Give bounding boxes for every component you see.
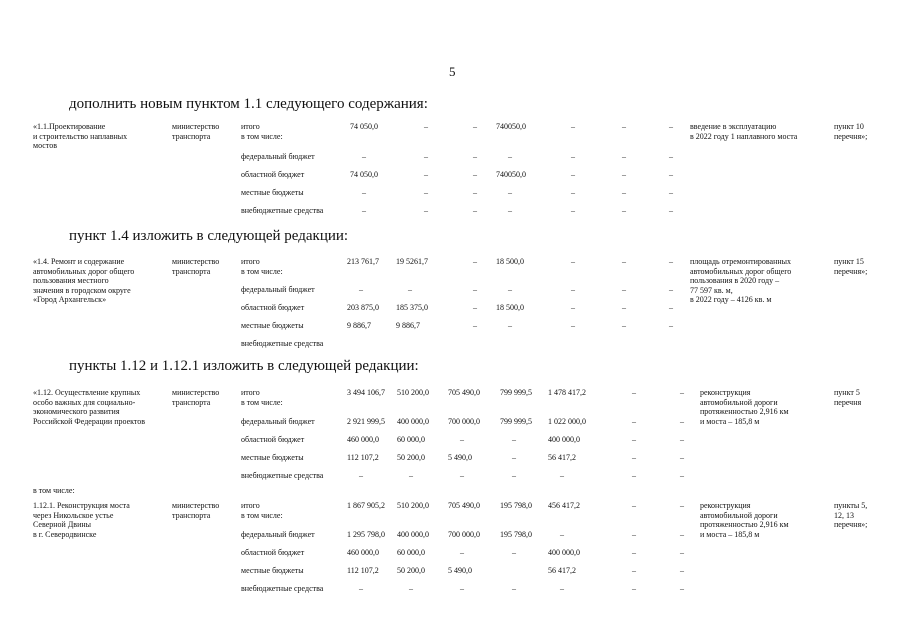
funding-source-extra: внебюджетные средства xyxy=(241,584,324,593)
subitems-label: в том числе: xyxy=(33,486,75,495)
amount-cell: – xyxy=(508,152,512,161)
amount-cell: – xyxy=(508,206,512,215)
amount-cell: – xyxy=(632,453,636,462)
amount-cell: 700 000,0 xyxy=(448,530,480,539)
amount-cell: – xyxy=(512,548,516,557)
funding-source-total: итого в том числе: xyxy=(241,501,283,520)
amount-cell: – xyxy=(669,303,673,312)
amount-cell: – xyxy=(473,188,477,197)
amount-cell: 700 000,0 xyxy=(448,417,480,426)
amount-cell: 18 500,0 xyxy=(496,303,524,312)
amount-cell: – xyxy=(632,388,636,397)
amount-cell: – xyxy=(571,206,575,215)
funding-source-federal: федеральный бюджет xyxy=(241,417,315,426)
amount-cell: – xyxy=(560,530,564,539)
amount-cell: 50 200,0 xyxy=(397,453,425,462)
amount-cell: – xyxy=(622,188,626,197)
amount-cell: 1 478 417,2 xyxy=(548,388,586,397)
list-reference: пункт 10 перечня»; xyxy=(834,122,868,141)
expected-result: реконструкция автомобильной дороги протяженностью 2,916 км и моста – 185,8 м xyxy=(700,388,789,426)
amount-cell: – xyxy=(409,471,413,480)
amount-cell: – xyxy=(680,471,684,480)
funding-source-regional: областной бюджет xyxy=(241,170,305,179)
amount-cell: – xyxy=(560,471,564,480)
amount-cell: – xyxy=(669,321,673,330)
amount-cell: – xyxy=(424,170,428,179)
amount-cell: – xyxy=(512,435,516,444)
amount-cell: – xyxy=(473,321,477,330)
amount-cell: – xyxy=(362,188,366,197)
expected-result: площадь отремонтированных автомобильных дорог общего пользования в 2020 году – 77 597 кв. м, в 2022 году – 4126 кв. м xyxy=(690,257,792,304)
amount-cell: 56 417,2 xyxy=(548,453,576,462)
amount-cell: 510 200,0 xyxy=(397,501,429,510)
amount-cell: – xyxy=(632,471,636,480)
amount-cell: – xyxy=(680,417,684,426)
funding-source-regional: областной бюджет xyxy=(241,548,305,557)
list-reference: пункты 5, 12, 13 перечня»; xyxy=(834,501,868,529)
amount-cell: – xyxy=(473,285,477,294)
amount-cell: – xyxy=(680,530,684,539)
amount-cell: 400 000,0 xyxy=(397,530,429,539)
amount-cell: – xyxy=(669,152,673,161)
amount-cell: 213 761,7 xyxy=(347,257,379,266)
funding-source-local: местные бюджеты xyxy=(241,321,304,330)
amount-cell: – xyxy=(622,122,626,131)
section-heading: пункт 1.4 изложить в следующей редакции: xyxy=(69,228,349,244)
amount-cell: – xyxy=(669,170,673,179)
amount-cell: – xyxy=(424,188,428,197)
amount-cell: 705 490,0 xyxy=(448,501,480,510)
amount-cell: – xyxy=(362,206,366,215)
amount-cell: – xyxy=(571,303,575,312)
amount-cell: 203 875,0 xyxy=(347,303,379,312)
amount-cell: 1 295 798,0 xyxy=(347,530,385,539)
list-reference: пункт 15 перечня»; xyxy=(834,257,868,276)
amount-cell: 5 490,0 xyxy=(448,453,472,462)
expected-result: введение в эксплуатацию в 2022 году 1 наплавного моста xyxy=(690,122,798,141)
funding-source-total: итого в том числе: xyxy=(241,388,283,407)
amount-cell: 799 999,5 xyxy=(500,388,532,397)
amount-cell: – xyxy=(632,548,636,557)
amount-cell: – xyxy=(512,471,516,480)
list-reference: пункт 5 перечня xyxy=(834,388,862,407)
amount-cell: – xyxy=(473,152,477,161)
amount-cell: – xyxy=(508,285,512,294)
amount-cell: – xyxy=(571,122,575,131)
amount-cell: – xyxy=(460,584,464,593)
amount-cell: 74 050,0 xyxy=(350,122,378,131)
measure-name: «1.1.Проектирование и строительство наплавных мостов xyxy=(33,122,128,150)
amount-cell: – xyxy=(680,548,684,557)
amount-cell: 60 000,0 xyxy=(397,548,425,557)
amount-cell: – xyxy=(622,303,626,312)
responsible-executor: министерство транспорта xyxy=(172,388,220,407)
funding-source-total: итого в том числе: xyxy=(241,257,283,276)
amount-cell: – xyxy=(508,188,512,197)
funding-source-local: местные бюджеты xyxy=(241,453,304,462)
amount-cell: – xyxy=(680,388,684,397)
amount-cell: – xyxy=(680,453,684,462)
amount-cell: – xyxy=(632,501,636,510)
amount-cell: – xyxy=(571,257,575,266)
amount-cell: – xyxy=(669,206,673,215)
amount-cell: 510 200,0 xyxy=(397,388,429,397)
amount-cell: 195 798,0 xyxy=(500,530,532,539)
amount-cell: – xyxy=(460,548,464,557)
amount-cell: – xyxy=(669,122,673,131)
amount-cell: – xyxy=(571,152,575,161)
amount-cell: – xyxy=(512,584,516,593)
section-heading: дополнить новым пунктом 1.1 следующего содержания: xyxy=(69,96,428,112)
amount-cell: – xyxy=(473,257,477,266)
amount-cell: – xyxy=(473,303,477,312)
amount-cell: – xyxy=(424,122,428,131)
amount-cell: – xyxy=(408,285,412,294)
section-heading: пункты 1.12 и 1.12.1 изложить в следующей редакции: xyxy=(69,358,419,374)
measure-name: 1.12.1. Реконструкция моста через Никольское устье Северной Двины в г. Северодвинске xyxy=(33,501,130,539)
amount-cell: – xyxy=(571,285,575,294)
amount-cell: – xyxy=(622,285,626,294)
funding-source-extra: внебюджетные средства xyxy=(241,471,324,480)
amount-cell: – xyxy=(473,170,477,179)
amount-cell: – xyxy=(622,321,626,330)
amount-cell: – xyxy=(622,152,626,161)
amount-cell: – xyxy=(424,152,428,161)
amount-cell: 740050,0 xyxy=(496,122,526,131)
amount-cell: – xyxy=(669,285,673,294)
amount-cell: – xyxy=(359,285,363,294)
amount-cell: – xyxy=(669,188,673,197)
amount-cell: – xyxy=(473,206,477,215)
amount-cell: 185 375,0 xyxy=(396,303,428,312)
amount-cell: – xyxy=(359,584,363,593)
amount-cell: 9 886,7 xyxy=(396,321,420,330)
amount-cell: – xyxy=(632,530,636,539)
responsible-executor: министерство транспорта xyxy=(172,501,220,520)
amount-cell: 3 494 106,7 xyxy=(347,388,385,397)
amount-cell: – xyxy=(359,471,363,480)
amount-cell: – xyxy=(680,566,684,575)
amount-cell: 18 500,0 xyxy=(496,257,524,266)
funding-source-federal: федеральный бюджет xyxy=(241,530,315,539)
amount-cell: – xyxy=(560,584,564,593)
amount-cell: 705 490,0 xyxy=(448,388,480,397)
funding-source-extra: внебюджетные средства xyxy=(241,206,324,215)
amount-cell: 19 5261,7 xyxy=(396,257,428,266)
amount-cell: 112 107,2 xyxy=(347,566,379,575)
amount-cell: – xyxy=(632,417,636,426)
amount-cell: – xyxy=(632,584,636,593)
measure-name: «1.12. Осуществление крупных особо важных для социально- экономического развития Российской Федерации проектов xyxy=(33,388,146,426)
amount-cell: – xyxy=(680,501,684,510)
responsible-executor: министерство транспорта xyxy=(172,257,220,276)
funding-source-total: итого в том числе: xyxy=(241,122,283,141)
funding-source-federal: федеральный бюджет xyxy=(241,152,315,161)
funding-source-local: местные бюджеты xyxy=(241,188,304,197)
amount-cell: – xyxy=(632,435,636,444)
amount-cell: 400 000,0 xyxy=(397,417,429,426)
amount-cell: – xyxy=(362,152,366,161)
amount-cell: – xyxy=(622,257,626,266)
amount-cell: – xyxy=(424,206,428,215)
funding-source-extra: внебюджетные средства xyxy=(241,339,324,348)
amount-cell: 56 417,2 xyxy=(548,566,576,575)
amount-cell: 799 999,5 xyxy=(500,417,532,426)
amount-cell: – xyxy=(622,206,626,215)
amount-cell: – xyxy=(460,471,464,480)
amount-cell: 50 200,0 xyxy=(397,566,425,575)
responsible-executor: министерство транспорта xyxy=(172,122,220,141)
amount-cell: – xyxy=(460,435,464,444)
expected-result: реконструкция автомобильной дороги протяженностью 2,916 км и моста – 185,8 м xyxy=(700,501,789,539)
amount-cell: 112 107,2 xyxy=(347,453,379,462)
amount-cell: 195 798,0 xyxy=(500,501,532,510)
funding-source-regional: областной бюджет xyxy=(241,435,305,444)
amount-cell: 5 490,0 xyxy=(448,566,472,575)
funding-source-federal: федеральный бюджет xyxy=(241,285,315,294)
amount-cell: 1 867 905,2 xyxy=(347,501,385,510)
amount-cell: – xyxy=(680,584,684,593)
amount-cell: 740050,0 xyxy=(496,170,526,179)
funding-source-local: местные бюджеты xyxy=(241,566,304,575)
amount-cell: 400 000,0 xyxy=(548,548,580,557)
amount-cell: – xyxy=(571,188,575,197)
amount-cell: – xyxy=(571,170,575,179)
amount-cell: – xyxy=(632,566,636,575)
page-number: 5 xyxy=(449,64,456,79)
amount-cell: – xyxy=(680,435,684,444)
measure-name: «1.4. Ремонт и содержание автомобильных дорог общего пользования местного значения в городском округе «Город Архангельск» xyxy=(33,257,135,304)
amount-cell: – xyxy=(622,170,626,179)
amount-cell: 1 022 000,0 xyxy=(548,417,586,426)
amount-cell: – xyxy=(512,453,516,462)
amount-cell: 2 921 999,5 xyxy=(347,417,385,426)
amount-cell: 460 000,0 xyxy=(347,548,379,557)
amount-cell: 460 000,0 xyxy=(347,435,379,444)
amount-cell: – xyxy=(473,122,477,131)
amount-cell: 9 886,7 xyxy=(347,321,371,330)
amount-cell: – xyxy=(571,321,575,330)
amount-cell: 60 000,0 xyxy=(397,435,425,444)
amount-cell: 400 000,0 xyxy=(548,435,580,444)
amount-cell: 456 417,2 xyxy=(548,501,580,510)
amount-cell: – xyxy=(669,257,673,266)
funding-source-regional: областной бюджет xyxy=(241,303,305,312)
amount-cell: – xyxy=(409,584,413,593)
amount-cell: – xyxy=(508,321,512,330)
amount-cell: 74 050,0 xyxy=(350,170,378,179)
